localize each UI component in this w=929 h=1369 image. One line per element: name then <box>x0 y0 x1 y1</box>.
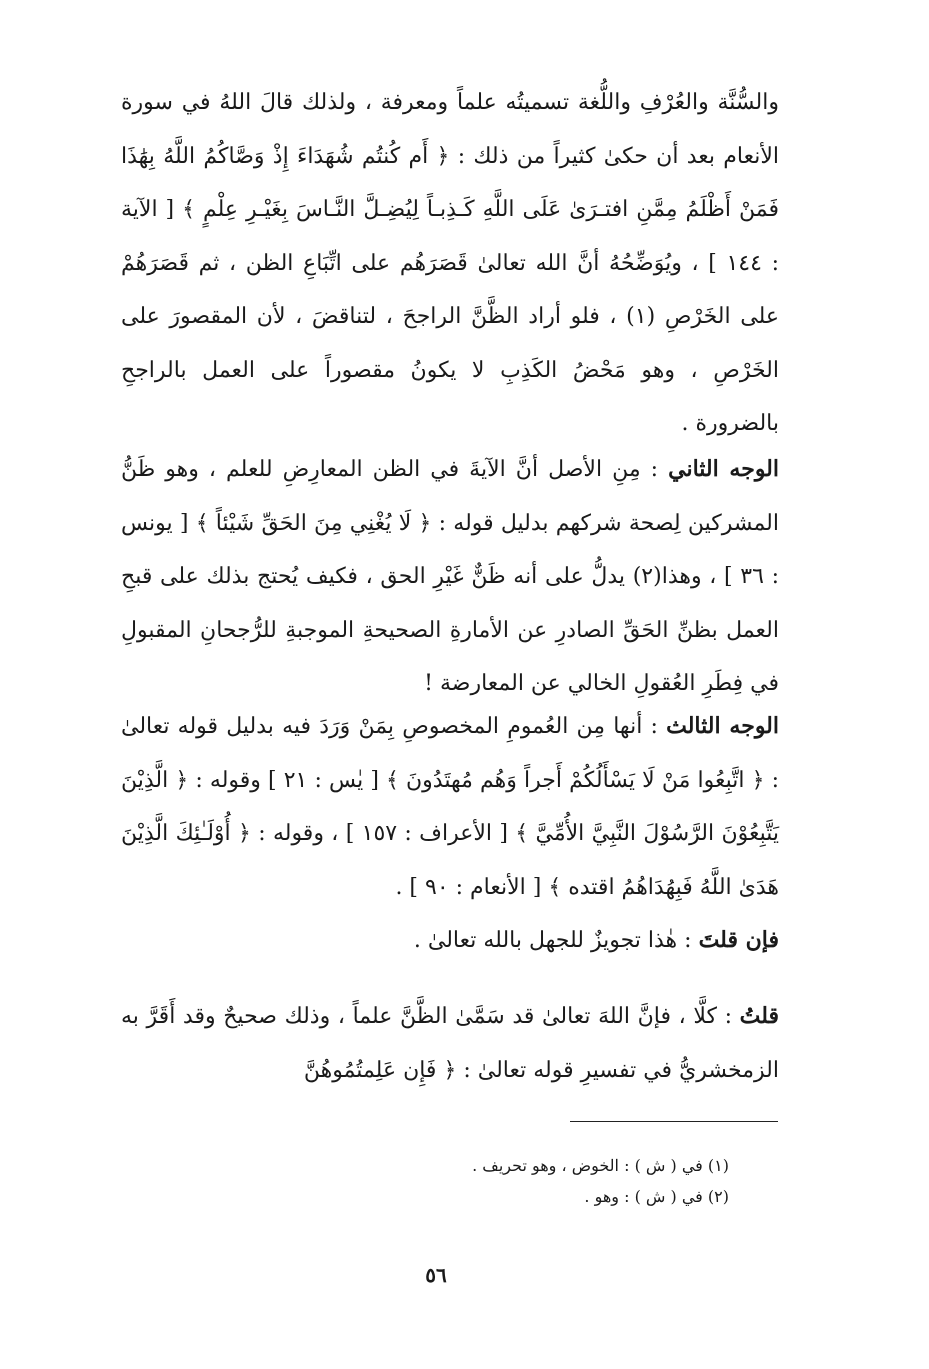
paragraph-3-text: : أنها مِن العُمومِ المخصوصِ بِمَنْ وَرَدَ فيه بدليل قوله تعالىٰ : ﴿ اتَّبِعُوا مَنْ لَا يَسْأَلُكُمْ أَجراً وَهُم مُهتَدُونَ ﴾ [ يٰس : ٢١ ] وقوله : ﴿ الَّذِيْنَ يَتَّبِعُوْنَ الرَّسُوْلَ النَّبِيَّ الأُمِّيَّ ﴾ [ الأعراف : ١٥٧ ] ، وقوله : ﴿ أُوْلَـٰئِكَ الَّذِيْنَ هَدَىٰ اللَّهُ فَبِهُدَاهُمُ اقتده ﴾ [ الأنعام : ٩٠ ] . <box>121 714 780 900</box>
reply-heading: قلتُ <box>739 1003 779 1029</box>
paragraph-4-text: : هٰذا تجويزٌ للجهل بالله تعالىٰ . <box>413 928 699 953</box>
body-paragraph-1: والسُّنَّة والعُرْفِ واللُّغة تسميتُه علماً ومعرفة ، ولذلك قالَ اللهُ في سورة الأنعام بعد أن حكىٰ كثيراً من ذلك : ﴿ أَم كُنتُم شُهَدَاءَ إِذْ وَصَّاكُمُ اللَّهُ بِهَٰذَا فَمَنْ أَظْلَمُ مِمَّنِ افتـرَىٰ عَلَى اللَّهِ كَـذِبـاً لِيُضِـلَّ النَّـاسَ بِغَيْـرِ عِلْمٍ ﴾ [ الآية : ١٤٤ ] ، ويُوَضِّحُهُ أنَّ الله تعالىٰ قَصَرَهُم على اتِّبَاعِ الظن ، ثم قَصَرَهُمْ على الخَرْصِ (١) ، فلو أراد الظَّنَّ الراجحَ ، لتناقضَ ، لأن المقصورَ على الخَرْصِ ، وهو مَحْضُ الكَذِبِ لا يكونُ مقصوراً على العمل بالراجحِ بالضرورة . <box>121 90 780 436</box>
body-paragraph-3 <box>121 700 779 914</box>
section-heading-third-aspect: الوجه الثالث <box>666 713 779 739</box>
body-paragraph-4 <box>121 914 779 968</box>
footnote-1: (١) في ( ش ) : الخوض ، وهو تحريف . <box>472 1156 729 1175</box>
footnotes <box>209 1150 729 1212</box>
page-number: ٥٦ <box>425 1263 447 1287</box>
section-heading-second-aspect: الوجه الثاني <box>668 456 779 482</box>
footnote-2: (٢) في ( ش ) : وهو . <box>584 1187 729 1206</box>
footnote-separator <box>570 1121 778 1122</box>
body-paragraph-2 <box>121 443 779 711</box>
paragraph-2-text: : مِنِ الأصل أنَّ الآيةَ في الظن المعارِضِ للعلم ، وهو ظَنُّ المشركين لِصحة شركهم بدليل قوله : ﴿ لَا يُغْنِي مِنَ الحَقِّ شَيْئاً ﴾ [ يونس : ٣٦ ] ، وهذا(٢) يدلُّ على أنه ظَنٌّ غَيْرِ الحق ، فكيف يُحتج بذلك على قبحِ العمل بظنِّ الحَقِّ الصادرِ عن الأمارةِ الصحيحةِ الموجبةِ للرُّجحانِ المقبولِ في فِطَرِ العُقولِ الخالي عن المعارضة ! <box>121 457 780 696</box>
paragraph-5-text: : كلَّا ، فإنَّ اللهَ تعالىٰ قد سَمَّىٰ الظَّنَّ علماً ، وذلك صحيحٌ وقد أَقَرَّ به الزمخشريُّ في تفسيرِ قوله تعالىٰ : ﴿ فَإِن عَلِمتُمُوهُنَّ <box>121 1004 779 1083</box>
objection-heading: فإن قلتَ <box>698 927 779 953</box>
body-paragraph-5 <box>121 990 779 1097</box>
